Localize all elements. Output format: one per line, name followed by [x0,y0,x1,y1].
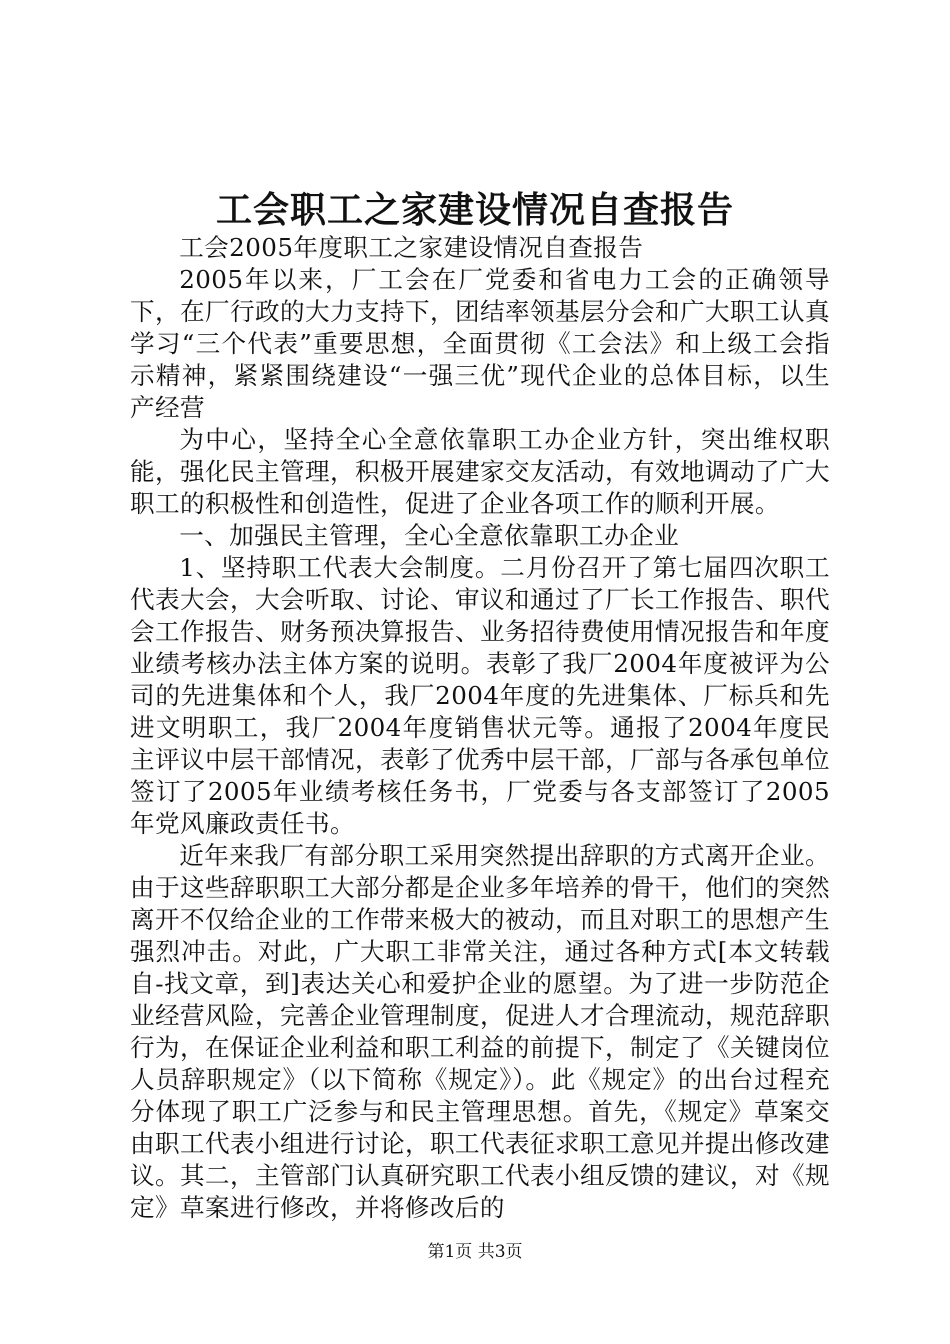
paragraph-intro: 2005年以来，厂工会在厂党委和省电力工会的正确领导下，在厂行政的大力支持下，团结率领基层分会和广大职工认真学习“三个代表”重要思想，全面贯彻《工会法》和上级工会指示精神，紧紧围绕建设“一强三优”现代企业的总体目标，以生产经营 [130,265,830,422]
paragraph-intro-continued: 为中心，坚持全心全意依靠职工办企业方针，突出维权职能，强化民主管理，积极开展建家交友活动，有效地调动了广大职工的积极性和创造性，促进了企业各项工作的顺利开展。 [130,425,830,518]
paragraph-resignation: 近年来我厂有部分职工采用突然提出辞职的方式离开企业。由于这些辞职职工大部分都是企业多年培养的骨干，他们的突然离开不仅给企业的工作带来极大的被动，而且对职工的思想产生强烈冲击。对此，广大职工非常关注，通过各种方式[本文转载自-找文章，到]表达关心和爱护企业的愿望。为了进一步防范企业经营风险，完善企业管理制度，促进人才合理流动，规范辞职行为，在保证企业利益和职工利益的前提下，制定了《关键岗位人员辞职规定》（以下简称《规定》）。此《规定》的出台过程充分体现了职工广泛参与和民主管理思想。首先，《规定》草案交由职工代表小组进行讨论，职工代表征求职工意见并提出修改建议。其二，主管部门认真研究职工代表小组反馈的建议，对《规定》草案进行修改，并将修改后的 [130,841,830,1222]
document-title: 工会职工之家建设情况自查报告 [215,189,734,231]
document-body [130,232,830,1224]
paragraph-congress: 1、坚持职工代表大会制度。二月份召开了第七届四次职工代表大会，大会听取、讨论、审议和通过了厂长工作报告、职代会工作报告、财务预决算报告、业务招待费使用情况报告和年度业绩考核办法主体方案的说明。表彰了我厂2004年度被评为公司的先进集体和个人，我厂2004年度的先进集体、厂标兵和先进文明职工，我厂2004年度销售状元等。通报了2004年度民主评议中层干部情况，表彰了优秀中层干部，厂部与各承包单位签订了2005年业绩考核任务书，厂党委与各支部签订了2005年党风廉政责任书。 [130,553,830,838]
paragraph-subtitle: 工会2005年度职工之家建设情况自查报告 [179,233,644,262]
page-number-footer: 第1页 共3页 [427,1242,523,1262]
section-heading-1: 一、加强民主管理，全心全意依靠职工办企业 [179,521,680,550]
